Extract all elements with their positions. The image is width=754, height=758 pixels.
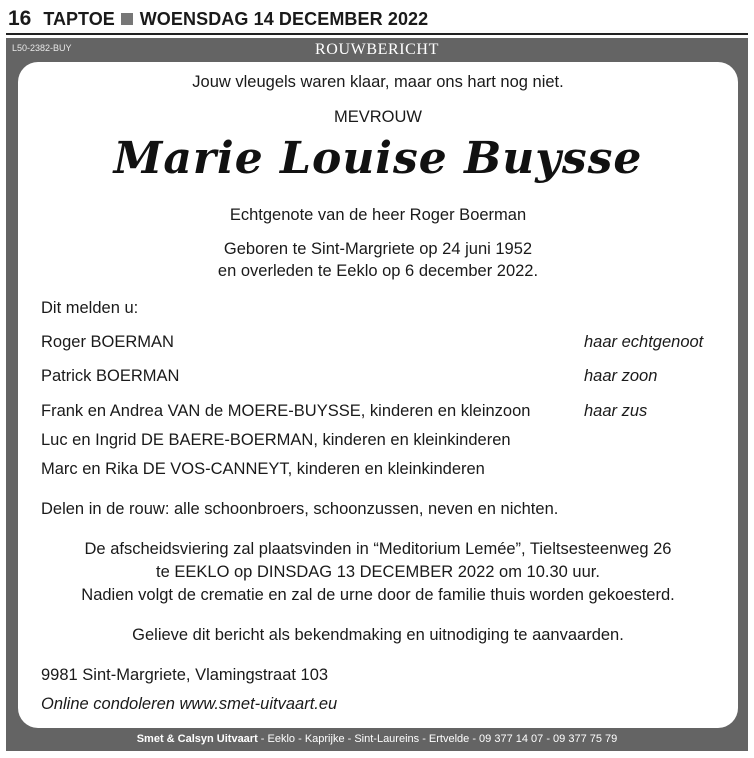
notice-heading: ROUWBERICHT <box>315 41 439 58</box>
issue-date: WOENSDAG 14 DECEMBER 2022 <box>139 8 429 29</box>
spouse-line: Echtgenote van de heer Roger Boerman <box>229 206 527 224</box>
notice-body <box>18 62 738 728</box>
ceremony-line: te EEKLO op DINSDAG 13 DECEMBER 2022 om 10.30 uur. <box>156 563 600 581</box>
opening-quote: Jouw vleugels waren klaar, maar ons hart nog niet. <box>192 73 564 91</box>
deceased-name: Marie Louise Buysse <box>113 133 643 184</box>
ceremony-line: De afscheidsviering zal plaatsvinden in “Meditorium Lemée”, Tieltsesteenweg 26 <box>84 540 672 558</box>
square-separator-icon <box>121 13 133 25</box>
newspaper-masthead <box>8 6 428 32</box>
birth-line: Geboren te Sint-Margriete op 24 juni 1952 <box>223 240 533 258</box>
mourner-relation: haar echtgenoot <box>584 333 704 351</box>
newspaper-name: TAPTOE <box>43 8 115 29</box>
mourner-relation: haar zus <box>584 402 648 420</box>
home-address: 9981 Sint-Margriete, Vlamingstraat 103 <box>41 666 329 684</box>
funeral-home-name: Smet & Calsyn Uitvaart <box>136 733 258 745</box>
death-line: en overleden te Eeklo op 6 december 2022. <box>217 262 539 280</box>
online-condolence-link[interactable]: Online condoleren www.smet-uitvaart.eu <box>41 695 338 713</box>
mourner-name: Luc en Ingrid DE BAERE-BOERMAN, kinderen en kleinkinderen <box>41 431 511 449</box>
mourner-name: Frank en Andrea VAN de MOERE-BUYSSE, kinderen en kleinzoon <box>41 402 531 420</box>
funeral-home-footer <box>6 730 748 748</box>
mourner-name: Patrick BOERMAN <box>41 367 180 385</box>
mourner-name: Marc en Rika DE VOS-CANNEYT, kinderen en kleinkinderen <box>41 460 485 478</box>
funeral-home-details: - Eeklo - Kaprijke - Sint-Laureins - Ertvelde - 09 377 14 07 - 09 377 75 79 <box>257 733 618 745</box>
masthead-rule <box>6 33 748 35</box>
obituary-notice <box>6 38 748 751</box>
shared-grief-line: Delen in de rouw: alle schoonbroers, schoonzussen, neven en nichten. <box>41 500 559 518</box>
salutation: MEVROUW <box>334 108 422 126</box>
request-line: Gelieve dit bericht als bekendmaking en uitnodiging te aanvaarden. <box>132 626 624 644</box>
page-number: 16 <box>8 7 32 30</box>
announce-intro: Dit melden u: <box>41 299 139 317</box>
notice-reference: L50-2382-BUY <box>12 43 72 53</box>
mourner-relation: haar zoon <box>584 367 658 385</box>
ceremony-line: Nadien volgt de crematie en zal de urne door de familie thuis worden gekoesterd. <box>81 586 675 604</box>
mourner-name: Roger BOERMAN <box>41 333 174 351</box>
notice-header <box>6 38 748 60</box>
